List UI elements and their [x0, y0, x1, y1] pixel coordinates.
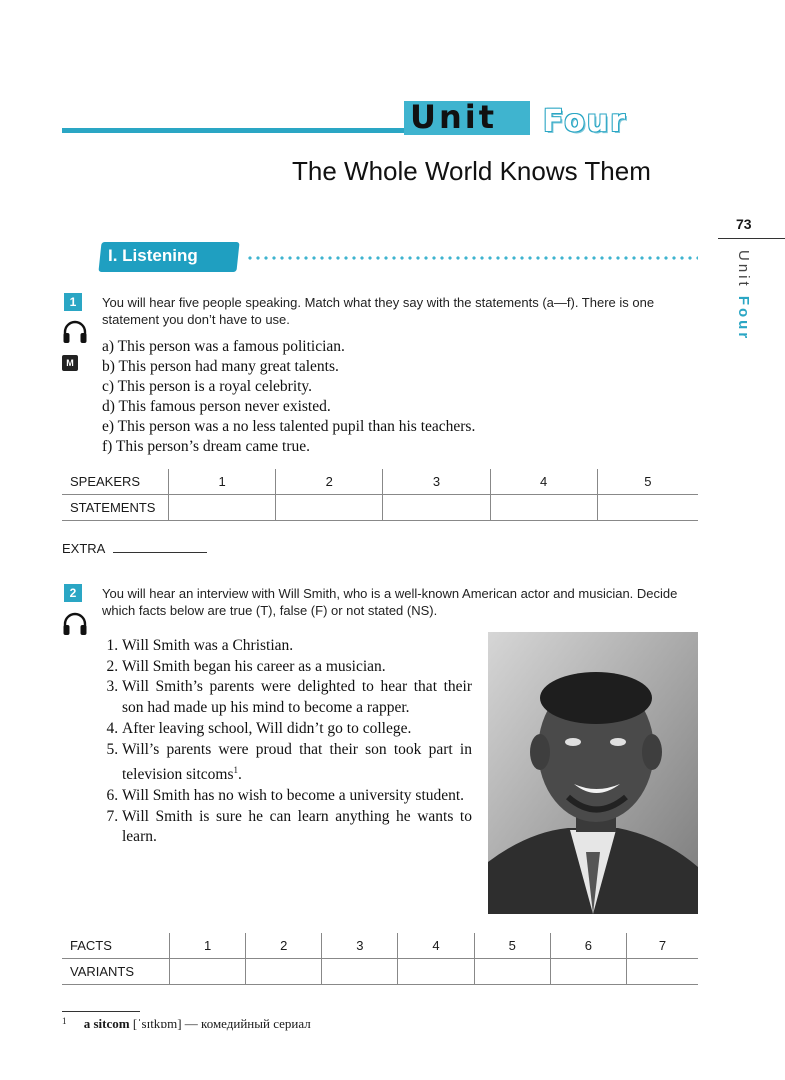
statements-label: STATEMENTS: [62, 495, 169, 521]
variant-cell-2[interactable]: [246, 959, 322, 985]
task-1-badge: 1: [64, 293, 82, 311]
facts-list: [102, 636, 472, 848]
footnote-ref: 1: [233, 765, 239, 776]
page-number-rule: [718, 238, 785, 239]
footnote-transcription: [ˈsɪtkɒm]: [132, 1016, 182, 1031]
variant-cell-4[interactable]: [398, 959, 474, 985]
variant-cell-1[interactable]: [170, 959, 246, 985]
fact-5-text: Will’s parents were proud that their son took part in television sitcoms: [122, 740, 472, 784]
headphones-icon[interactable]: [62, 612, 88, 636]
speaker-col-3: 3: [383, 469, 490, 495]
variant-cell-6[interactable]: [550, 959, 626, 985]
unit-title: The Whole World Knows Them: [292, 156, 651, 186]
dotted-rule: [246, 256, 698, 260]
answer-cell-1[interactable]: [169, 495, 276, 521]
footnote-translation: — комедийный сериал: [184, 1016, 311, 1031]
task-2-instruction: You will hear an interview with Will Smith, who is a well-known American actor and musician. Decide which facts below are true (T), false (F) or not stated (NS).: [102, 586, 678, 618]
speaker-col-2: 2: [276, 469, 383, 495]
header-rule: [62, 128, 410, 133]
facts-table: [62, 933, 698, 985]
multimedia-icon[interactable]: M: [62, 355, 78, 371]
answer-cell-5[interactable]: [597, 495, 698, 521]
table-row: [62, 469, 698, 495]
table-row: [62, 495, 698, 521]
footnote: [62, 1016, 311, 1032]
fact-col-3: 3: [322, 933, 398, 959]
statement-a: a) This person was a famous politician.: [102, 338, 345, 355]
fact-col-7: 7: [626, 933, 698, 959]
statement-f: f) This person’s dream came true.: [102, 438, 311, 455]
statement-d: d) This famous person never existed.: [102, 398, 331, 415]
facts-label: FACTS: [62, 933, 170, 959]
headphones-icon[interactable]: [62, 320, 88, 344]
table-row: [62, 933, 698, 959]
footnote-rule: [62, 1011, 140, 1012]
task-2-badge: 2: [64, 584, 82, 602]
unit-number-word: Four: [543, 104, 628, 139]
fact-col-5: 5: [474, 933, 550, 959]
variants-label: VARIANTS: [62, 959, 170, 985]
speakers-table: [62, 469, 698, 521]
variant-cell-5[interactable]: [474, 959, 550, 985]
fact-col-6: 6: [550, 933, 626, 959]
side-tab: [735, 250, 752, 341]
answer-cell-2[interactable]: [276, 495, 383, 521]
section-label: I. Listening: [108, 246, 198, 265]
variant-cell-7[interactable]: [626, 959, 698, 985]
unit-word: Unit: [410, 98, 498, 136]
fact-2: 2. Will Smith began his career as a musician.: [122, 657, 472, 678]
task-1-statements: [102, 337, 475, 457]
speakers-label: SPEAKERS: [62, 469, 169, 495]
statement-e: e) This person was a no less talented pupil than his teachers.: [102, 418, 476, 435]
footnote-term: a sitcom: [83, 1016, 130, 1031]
fact-4: 4. After leaving school, Will didn’t go to college.: [122, 719, 472, 740]
extra-answer-line[interactable]: [113, 552, 207, 553]
fact-5: 5. Will’s parents were proud that their son took part in television sitcoms$^1$.: [122, 740, 472, 787]
extra-label: EXTRA: [62, 541, 106, 556]
answer-cell-4[interactable]: [490, 495, 597, 521]
fact-col-2: 2: [246, 933, 322, 959]
task-1-instruction: You will hear five people speaking. Match what they say with the statements (a—f). There is one statement you don’t have to use.: [102, 295, 655, 327]
fact-col-1: 1: [170, 933, 246, 959]
fact-6: 6. Will Smith has no wish to become a university student.: [122, 786, 472, 807]
fact-1: 1. Will Smith was a Christian.: [122, 636, 472, 657]
portrait-photo: [488, 632, 698, 914]
side-tab-unit: Unit: [735, 250, 752, 289]
variant-cell-3[interactable]: [322, 959, 398, 985]
answer-cell-3[interactable]: [383, 495, 490, 521]
fact-col-4: 4: [398, 933, 474, 959]
table-row: [62, 959, 698, 985]
fact-3: 3. Will Smith’s parents were delighted to hear that their son had made up his mind to become a rapper.: [122, 677, 472, 718]
footnote-mark: 1: [62, 1016, 67, 1026]
fact-7: 7. Will Smith is sure he can learn anything he wants to learn.: [122, 807, 472, 848]
statement-b: b) This person had many great talents.: [102, 358, 339, 375]
page-number: 73: [736, 216, 752, 232]
statement-c: c) This person is a royal celebrity.: [102, 378, 313, 395]
speaker-col-5: 5: [597, 469, 698, 495]
side-tab-number: Four: [735, 295, 752, 342]
speaker-col-4: 4: [490, 469, 597, 495]
speaker-col-1: 1: [169, 469, 276, 495]
